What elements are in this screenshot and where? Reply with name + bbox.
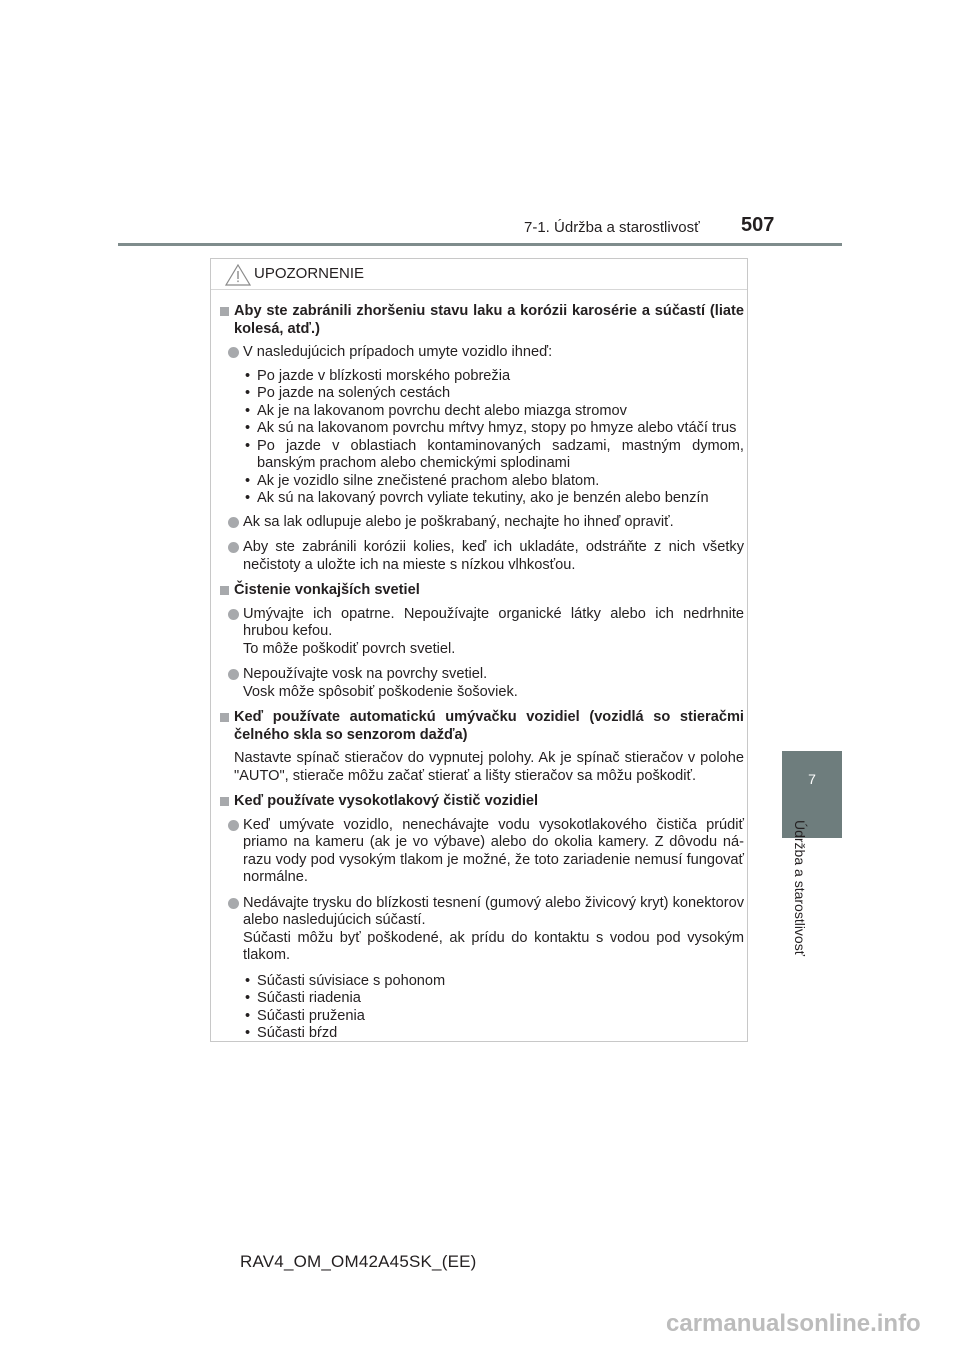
bullet-item: Aby ste zabránili korózii kolies, keď ich ukladáte, odstráňte z nich všetky nečistoty a uložte ich na mieste s nízkou vlhkosťou. [220, 539, 744, 574]
caution-box [210, 258, 748, 1042]
chapter-title: Údržba a starostlivosť [792, 820, 808, 956]
watermark: carmanualsonline.info [666, 1310, 921, 1337]
sub-item: • Ak sú na lakovaný povrch vyliate tekutiny, ako je benzén alebo benzín [245, 490, 709, 506]
chapter-tab [782, 751, 842, 838]
sub-item: • Po jazde v blízkosti morského pobrežia [245, 367, 511, 384]
bullet-item: Nedávajte trysku do blízkosti tesnení (gumový alebo živicový kryt) konektorov alebo nasledujúcich súčastí. Súčasti môžu byť poškodené, ak prídu do kontaktu s vodou pod vysokým tlakom. [220, 895, 744, 965]
caution-title: UPOZORNENIE [254, 265, 365, 282]
section-text: Nastavte spínač stieračov do vypnutej polohy. Ak je spínač stieračov v polohe "AUTO", stierače môžu začať stierať a lišty stieračov sa môžu poškodiť. [234, 750, 744, 784]
section-heading: Keď používate vysokotlakový čistič vozidiel [220, 793, 744, 811]
warning-triangle-icon [225, 264, 251, 286]
section-heading: Čistenie vonkajších svetiel [220, 582, 744, 600]
page-number: 507 [741, 214, 775, 236]
section-heading: Aby ste zabránili zhoršeniu stavu laku a korózii karosérie a súčastí (liate kolesá, atď.) [220, 303, 744, 338]
sub-item: • Súčasti pruženia [245, 1007, 365, 1024]
document-code: RAV4_OM_OM42A45SK_(EE) [240, 1252, 477, 1271]
sub-item: • Súčasti bŕzd [245, 1025, 338, 1041]
bullet-item: Ak sa lak odlupuje alebo je poškrabaný, nechajte ho ihneď opraviť. [220, 514, 744, 532]
sub-item: • Ak je na lakovanom povrchu decht alebo miazga stromov [245, 402, 627, 419]
sub-item: • Súčasti súvisiace s pohonom [245, 972, 446, 989]
bullet-item: Umývajte ich opatrne. Nepoužívajte organické látky alebo ich nedrhnite hrubou kefou. To môže poškodiť povrch svetiel. [220, 606, 744, 659]
sub-item: • Súčasti riadenia [245, 990, 361, 1006]
sub-item: • Ak sú na lakovanom povrchu mŕtvy hmyz, stopy po hmyze alebo vtáčí trus [245, 420, 737, 436]
sub-item: • Po jazde v oblastiach kontaminovaných sadzami, mastným dymom, banským prachom alebo chemickými splodinami [245, 437, 744, 471]
section-title: 7-1. Údržba a starostlivosť [524, 219, 700, 236]
sub-item: • Po jazde na solených cestách [245, 385, 451, 401]
caution-content [220, 303, 744, 1043]
section-heading: Keď používate automatickú umývačku vozidiel (vozidlá so stieračmi čelného skla so senzorom dažďa) [220, 709, 744, 744]
bullet-item: Keď umývate vozidlo, nenechávajte vodu vysokotlakového čističa prúdiť priamo na kameru (ak je vo výbave) alebo do okolia kamery. Z dôvodu nárazu vody pod vysokým tlakom je možné, že toto zariadenie nemusí fungovať normálne. [220, 817, 744, 887]
bullet-item: V nasledujúcich prípadoch umyte vozidlo ihneď: [220, 344, 744, 362]
bullet-item: Nepoužívajte vosk na povrchy svetiel. Vosk môže spôsobiť poškodenie šošoviek. [220, 666, 744, 701]
header-rule [118, 243, 842, 246]
caution-header [211, 259, 747, 290]
sub-item: • Ak je vozidlo silne znečistené prachom alebo blatom. [245, 472, 600, 489]
chapter-number: 7 [808, 771, 816, 787]
